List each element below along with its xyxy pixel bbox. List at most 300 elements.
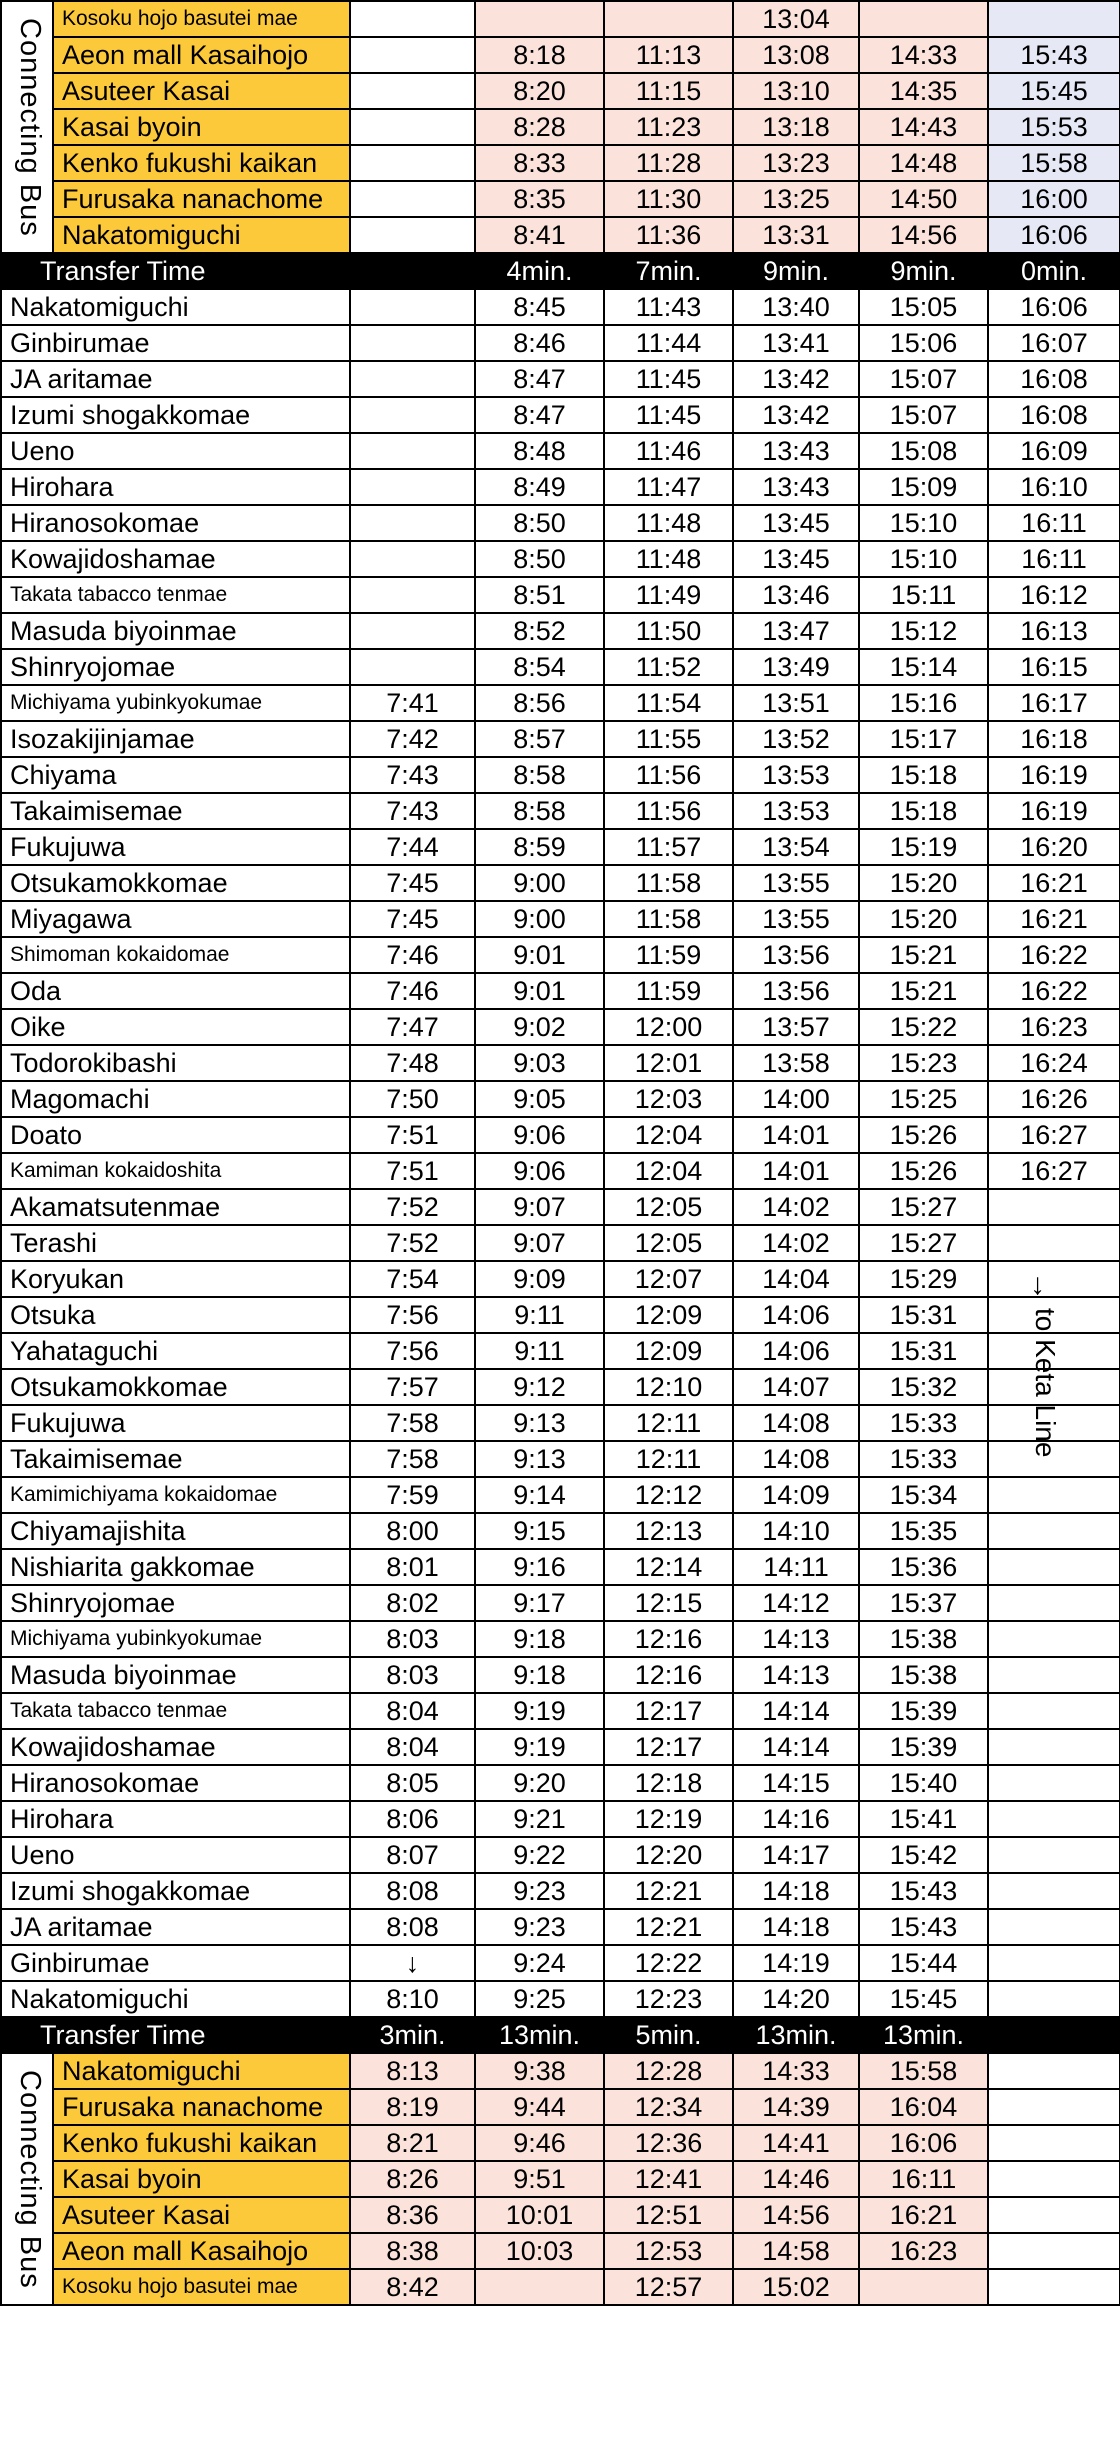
departure-time: 13:56: [733, 937, 859, 973]
departure-time: [988, 2269, 1120, 2305]
departure-time: 13:49: [733, 649, 859, 685]
departure-time: 8:50: [475, 541, 604, 577]
departure-time: 12:05: [604, 1225, 733, 1261]
departure-time: 15:09: [859, 469, 988, 505]
departure-time: 16:11: [988, 505, 1120, 541]
departure-time: 12:23: [604, 1981, 733, 2017]
timetable-row: [1, 1621, 1120, 1657]
departure-time: 9:16: [475, 1549, 604, 1585]
connecting-bus-row: [1, 73, 1120, 109]
departure-time: 15:10: [859, 505, 988, 541]
connecting-bus-row: [1, 2197, 1120, 2233]
stop-name: Yahataguchi: [1, 1333, 350, 1369]
departure-time: 11:45: [604, 361, 733, 397]
departure-time: 15:35: [859, 1513, 988, 1549]
departure-time: 8:21: [350, 2125, 475, 2161]
stop-name: Nakatomiguchi: [1, 289, 350, 325]
departure-time: 14:33: [733, 2053, 859, 2089]
departure-time: [350, 649, 475, 685]
departure-time: 14:50: [859, 181, 988, 217]
departure-time: 9:46: [475, 2125, 604, 2161]
departure-time: 12:14: [604, 1549, 733, 1585]
departure-time: [350, 289, 475, 325]
departure-time: 9:07: [475, 1189, 604, 1225]
departure-time: [350, 469, 475, 505]
departure-time: 8:54: [475, 649, 604, 685]
stop-name: JA aritamae: [1, 1909, 350, 1945]
timetable-row: [1, 361, 1120, 397]
timetable-row: [1, 1765, 1120, 1801]
departure-time: 14:16: [733, 1801, 859, 1837]
keta-line-label: to Keta Line: [1030, 1308, 1061, 1458]
timetable-row: [1, 1261, 1120, 1297]
departure-time: 11:52: [604, 649, 733, 685]
timetable-row: [1, 469, 1120, 505]
departure-time: 8:47: [475, 361, 604, 397]
stop-name: Takaimisemae: [1, 793, 350, 829]
stop-name: JA aritamae: [1, 361, 350, 397]
departure-time: 14:02: [733, 1225, 859, 1261]
timetable-row: [1, 433, 1120, 469]
departure-time: 9:17: [475, 1585, 604, 1621]
stop-name: Isozakijinjamae: [1, 721, 350, 757]
departure-time: 12:07: [604, 1261, 733, 1297]
departure-time: 15:10: [859, 541, 988, 577]
departure-time: 11:56: [604, 793, 733, 829]
stop-name: Kamiman kokaidoshita: [1, 1153, 350, 1189]
departure-time: [988, 1225, 1120, 1261]
departure-time: 9:12: [475, 1369, 604, 1405]
connecting-bus-row: [1, 37, 1120, 73]
departure-time: 11:13: [604, 37, 733, 73]
departure-time: 12:36: [604, 2125, 733, 2161]
transfer-time-value: 3min.: [350, 2017, 475, 2053]
departure-time: 8:07: [350, 1837, 475, 1873]
departure-time: 7:43: [350, 793, 475, 829]
departure-time: 12:22: [604, 1945, 733, 1981]
departure-time: 16:27: [988, 1117, 1120, 1153]
departure-time: 15:43: [859, 1909, 988, 1945]
stop-name: Doato: [1, 1117, 350, 1153]
departure-time: 8:18: [475, 37, 604, 73]
departure-time: 11:30: [604, 181, 733, 217]
connecting-bus-row: [1, 2089, 1120, 2125]
departure-time: 13:51: [733, 685, 859, 721]
departure-time: 13:53: [733, 793, 859, 829]
stop-name: Michiyama yubinkyokumae: [1, 1621, 350, 1657]
departure-time: 13:53: [733, 757, 859, 793]
stop-name: Oike: [1, 1009, 350, 1045]
departure-time: [350, 541, 475, 577]
transfer-time-value: 9min.: [733, 253, 859, 289]
connecting-bus-side-label: [1, 1, 53, 253]
departure-time: 13:10: [733, 73, 859, 109]
departure-time: 12:28: [604, 2053, 733, 2089]
stop-name: Kasai byoin: [53, 2161, 350, 2197]
departure-time: 10:01: [475, 2197, 604, 2233]
timetable-row: [1, 1873, 1120, 1909]
departure-time: 7:52: [350, 1189, 475, 1225]
stop-name: Furusaka nanachome: [53, 2089, 350, 2125]
stop-name: Otsukamokkomae: [1, 1369, 350, 1405]
departure-time: 13:45: [733, 541, 859, 577]
departure-time: 11:44: [604, 325, 733, 361]
departure-time: 9:02: [475, 1009, 604, 1045]
stop-name: Ginbirumae: [1, 1945, 350, 1981]
departure-time: 16:23: [859, 2233, 988, 2269]
departure-time: 9:13: [475, 1405, 604, 1441]
departure-time: 13:58: [733, 1045, 859, 1081]
departure-time: 12:21: [604, 1873, 733, 1909]
departure-time: [988, 2197, 1120, 2233]
departure-time: [988, 1765, 1120, 1801]
side-label-text: Connecting Bus: [14, 17, 46, 237]
departure-time: 11:49: [604, 577, 733, 613]
departure-time: 12:11: [604, 1441, 733, 1477]
departure-time: 8:48: [475, 433, 604, 469]
stop-name: Izumi shogakkomae: [1, 1873, 350, 1909]
departure-time: 15:17: [859, 721, 988, 757]
departure-time: 9:05: [475, 1081, 604, 1117]
departure-time: 15:18: [859, 793, 988, 829]
departure-time: 15:41: [859, 1801, 988, 1837]
departure-time: 13:18: [733, 109, 859, 145]
stop-name: Terashi: [1, 1225, 350, 1261]
departure-time: 13:40: [733, 289, 859, 325]
departure-time: [988, 1873, 1120, 1909]
departure-time: [988, 1837, 1120, 1873]
departure-time: 11:23: [604, 109, 733, 145]
departure-time: 14:18: [733, 1909, 859, 1945]
departure-time: 8:47: [475, 397, 604, 433]
departure-time: 15:27: [859, 1189, 988, 1225]
departure-time: [350, 109, 475, 145]
departure-time: 14:20: [733, 1981, 859, 2017]
departure-time: [350, 145, 475, 181]
departure-time: 9:22: [475, 1837, 604, 1873]
departure-time: 14:01: [733, 1153, 859, 1189]
departure-time: 13:45: [733, 505, 859, 541]
departure-time: 8:10: [350, 1981, 475, 2017]
departure-time: 7:58: [350, 1441, 475, 1477]
departure-time: 16:11: [859, 2161, 988, 2197]
departure-time: 12:16: [604, 1621, 733, 1657]
departure-time: 15:18: [859, 757, 988, 793]
departure-time: 8:59: [475, 829, 604, 865]
departure-time: 9:00: [475, 865, 604, 901]
departure-time: 15:36: [859, 1549, 988, 1585]
timetable-row: [1, 1549, 1120, 1585]
departure-time: 13:42: [733, 361, 859, 397]
departure-time: 15:43: [988, 37, 1120, 73]
departure-time: 13:52: [733, 721, 859, 757]
departure-time: 12:57: [604, 2269, 733, 2305]
departure-time: 9:24: [475, 1945, 604, 1981]
departure-time: 12:21: [604, 1909, 733, 1945]
timetable-row: [1, 1729, 1120, 1765]
departure-time: 14:48: [859, 145, 988, 181]
timetable-row: [1, 1009, 1120, 1045]
departure-time: 9:20: [475, 1765, 604, 1801]
connecting-bus-row: [1, 217, 1120, 253]
transfer-time-value: [988, 2017, 1120, 2053]
departure-time: 12:19: [604, 1801, 733, 1837]
stop-name: Chiyamajishita: [1, 1513, 350, 1549]
departure-time: 14:07: [733, 1369, 859, 1405]
departure-time: 15:19: [859, 829, 988, 865]
departure-time: 10:03: [475, 2233, 604, 2269]
timetable-row: [1, 1225, 1120, 1261]
connecting-bus-side-label: [1, 2053, 53, 2305]
connecting-bus-row: [1, 2161, 1120, 2197]
departure-time: 13:55: [733, 901, 859, 937]
departure-time: 14:08: [733, 1405, 859, 1441]
departure-time: 12:17: [604, 1729, 733, 1765]
connecting-bus-row: [1, 2053, 1120, 2089]
departure-time: 13:43: [733, 433, 859, 469]
timetable-row: [1, 829, 1120, 865]
departure-time: 15:33: [859, 1441, 988, 1477]
departure-time: 14:56: [859, 217, 988, 253]
timetable-row: [1, 937, 1120, 973]
stop-name: Hirohara: [1, 1801, 350, 1837]
stop-name: Shinryojomae: [1, 649, 350, 685]
stop-name: Ueno: [1, 1837, 350, 1873]
timetable-row: [1, 1801, 1120, 1837]
departure-time: 8:45: [475, 289, 604, 325]
departure-time: 12:11: [604, 1405, 733, 1441]
departure-time: 9:21: [475, 1801, 604, 1837]
departure-time: 16:22: [988, 973, 1120, 1009]
departure-time: [988, 2089, 1120, 2125]
stop-name: Kowajidoshamae: [1, 541, 350, 577]
departure-time: 9:14: [475, 1477, 604, 1513]
stop-name: Nishiarita gakkomae: [1, 1549, 350, 1585]
departure-time: 9:11: [475, 1333, 604, 1369]
departure-time: 14:14: [733, 1693, 859, 1729]
departure-time: 8:01: [350, 1549, 475, 1585]
departure-time: 8:42: [350, 2269, 475, 2305]
timetable-row: [1, 577, 1120, 613]
departure-time: 9:38: [475, 2053, 604, 2089]
departure-time: 15:29: [859, 1261, 988, 1297]
departure-time: 15:07: [859, 397, 988, 433]
timetable-row: [1, 1117, 1120, 1153]
departure-time: 16:26: [988, 1081, 1120, 1117]
departure-time: [988, 1981, 1120, 2017]
departure-time: 15:22: [859, 1009, 988, 1045]
departure-time: [350, 325, 475, 361]
connecting-bus-row: [1, 109, 1120, 145]
timetable-row: [1, 649, 1120, 685]
departure-time: 12:18: [604, 1765, 733, 1801]
stop-name: Asuteer Kasai: [53, 73, 350, 109]
departure-time: 14:02: [733, 1189, 859, 1225]
timetable-row: [1, 721, 1120, 757]
departure-time: 13:47: [733, 613, 859, 649]
departure-time: [350, 397, 475, 433]
departure-time: [988, 1513, 1120, 1549]
departure-time: 15:21: [859, 937, 988, 973]
departure-time: 9:44: [475, 2089, 604, 2125]
departure-time: 11:45: [604, 397, 733, 433]
departure-time: 15:40: [859, 1765, 988, 1801]
departure-time: 12:10: [604, 1369, 733, 1405]
departure-time: 15:08: [859, 433, 988, 469]
departure-time: 16:27: [988, 1153, 1120, 1189]
stop-name: Kasai byoin: [53, 109, 350, 145]
departure-time: 15:39: [859, 1729, 988, 1765]
departure-time: [988, 1801, 1120, 1837]
timetable-row: [1, 1477, 1120, 1513]
departure-time: 15:32: [859, 1369, 988, 1405]
departure-time: 16:17: [988, 685, 1120, 721]
departure-time: 8:28: [475, 109, 604, 145]
departure-time: 15:37: [859, 1585, 988, 1621]
departure-time: [988, 1657, 1120, 1693]
departure-time: 16:08: [988, 361, 1120, 397]
departure-time: 9:03: [475, 1045, 604, 1081]
departure-time: 15:31: [859, 1297, 988, 1333]
stop-name: Kosoku hojo basutei mae: [53, 1, 350, 37]
departure-time: 7:44: [350, 829, 475, 865]
timetable-row: [1, 757, 1120, 793]
departure-time: 15:33: [859, 1405, 988, 1441]
keta-line-note: [1010, 1268, 1080, 1508]
timetable-row: [1, 1945, 1120, 1981]
departure-time: 12:04: [604, 1117, 733, 1153]
transfer-time-value: 0min.: [988, 253, 1120, 289]
departure-time: 14:15: [733, 1765, 859, 1801]
departure-time: 12:34: [604, 2089, 733, 2125]
timetable-row: [1, 1657, 1120, 1693]
departure-time: 11:47: [604, 469, 733, 505]
departure-time: 14:39: [733, 2089, 859, 2125]
departure-time: 8:04: [350, 1729, 475, 1765]
stop-name: Todorokibashi: [1, 1045, 350, 1081]
departure-time: 16:24: [988, 1045, 1120, 1081]
departure-time: [475, 2269, 604, 2305]
departure-time: 14:13: [733, 1657, 859, 1693]
down-arrow-icon: ↓: [1030, 1268, 1045, 1301]
departure-time: 15:42: [859, 1837, 988, 1873]
departure-time: 16:12: [988, 577, 1120, 613]
departure-time: 15:12: [859, 613, 988, 649]
departure-time: 14:00: [733, 1081, 859, 1117]
stop-name: Kosoku hojo basutei mae: [53, 2269, 350, 2305]
departure-time: 14:10: [733, 1513, 859, 1549]
departure-time: 14:14: [733, 1729, 859, 1765]
departure-time: [859, 1, 988, 37]
departure-time: 14:33: [859, 37, 988, 73]
departure-time: 15:45: [859, 1981, 988, 2017]
timetable-row: [1, 397, 1120, 433]
departure-time: [988, 1585, 1120, 1621]
departure-time: 14:01: [733, 1117, 859, 1153]
timetable-row: [1, 793, 1120, 829]
transfer-time-row: [1, 2017, 1120, 2053]
departure-time: 14:11: [733, 1549, 859, 1585]
departure-time: 11:50: [604, 613, 733, 649]
timetable-row: [1, 1981, 1120, 2017]
departure-time: 8:03: [350, 1657, 475, 1693]
departure-time: [350, 37, 475, 73]
departure-time: [988, 1, 1120, 37]
departure-time: 15:27: [859, 1225, 988, 1261]
departure-time: [604, 1, 733, 37]
departure-time: 15:07: [859, 361, 988, 397]
departure-time: 12:00: [604, 1009, 733, 1045]
timetable-row: [1, 865, 1120, 901]
departure-time: 8:20: [475, 73, 604, 109]
departure-time: 14:46: [733, 2161, 859, 2197]
timetable-row: [1, 1405, 1120, 1441]
departure-time: 7:57: [350, 1369, 475, 1405]
connecting-bus-row: [1, 2125, 1120, 2161]
departure-time: 7:43: [350, 757, 475, 793]
connecting-bus-row: [1, 181, 1120, 217]
stop-name: Masuda biyoinmae: [1, 1657, 350, 1693]
departure-time: 12:09: [604, 1333, 733, 1369]
connecting-bus-row: [1, 2233, 1120, 2269]
departure-time: 12:16: [604, 1657, 733, 1693]
departure-time: 8:41: [475, 217, 604, 253]
stop-name: Kamimichiyama kokaidomae: [1, 1477, 350, 1513]
departure-time: 14:09: [733, 1477, 859, 1513]
departure-time: [350, 1, 475, 37]
stop-name: Oda: [1, 973, 350, 1009]
departure-time: [988, 2125, 1120, 2161]
departure-time: 12:53: [604, 2233, 733, 2269]
departure-time: 15:26: [859, 1153, 988, 1189]
departure-time: 15:20: [859, 865, 988, 901]
departure-time: 7:45: [350, 901, 475, 937]
departure-time: 16:19: [988, 793, 1120, 829]
departure-time: 12:03: [604, 1081, 733, 1117]
departure-time: 11:58: [604, 865, 733, 901]
timetable-row: [1, 325, 1120, 361]
timetable-row: [1, 541, 1120, 577]
departure-time: 9:06: [475, 1117, 604, 1153]
transfer-time-row: [1, 253, 1120, 289]
departure-time: 13:25: [733, 181, 859, 217]
departure-time: 11:46: [604, 433, 733, 469]
departure-time: 15:06: [859, 325, 988, 361]
departure-time: [350, 217, 475, 253]
departure-time: 16:23: [988, 1009, 1120, 1045]
connecting-bus-row: [1, 2269, 1120, 2305]
departure-time: 14:13: [733, 1621, 859, 1657]
departure-time: 16:07: [988, 325, 1120, 361]
departure-time: 7:54: [350, 1261, 475, 1297]
timetable-row: [1, 1297, 1120, 1333]
departure-time: 8:49: [475, 469, 604, 505]
connecting-bus-row: [1, 145, 1120, 181]
departure-time: 7:48: [350, 1045, 475, 1081]
stop-name: Masuda biyoinmae: [1, 613, 350, 649]
departure-time: 12:41: [604, 2161, 733, 2197]
departure-time: 11:48: [604, 541, 733, 577]
departure-time: 16:20: [988, 829, 1120, 865]
departure-time: 15:34: [859, 1477, 988, 1513]
departure-time: [988, 1909, 1120, 1945]
departure-time: 9:15: [475, 1513, 604, 1549]
departure-time: 13:55: [733, 865, 859, 901]
departure-time: 8:08: [350, 1873, 475, 1909]
departure-time: 15:44: [859, 1945, 988, 1981]
departure-time: 8:13: [350, 2053, 475, 2089]
departure-time: 9:11: [475, 1297, 604, 1333]
